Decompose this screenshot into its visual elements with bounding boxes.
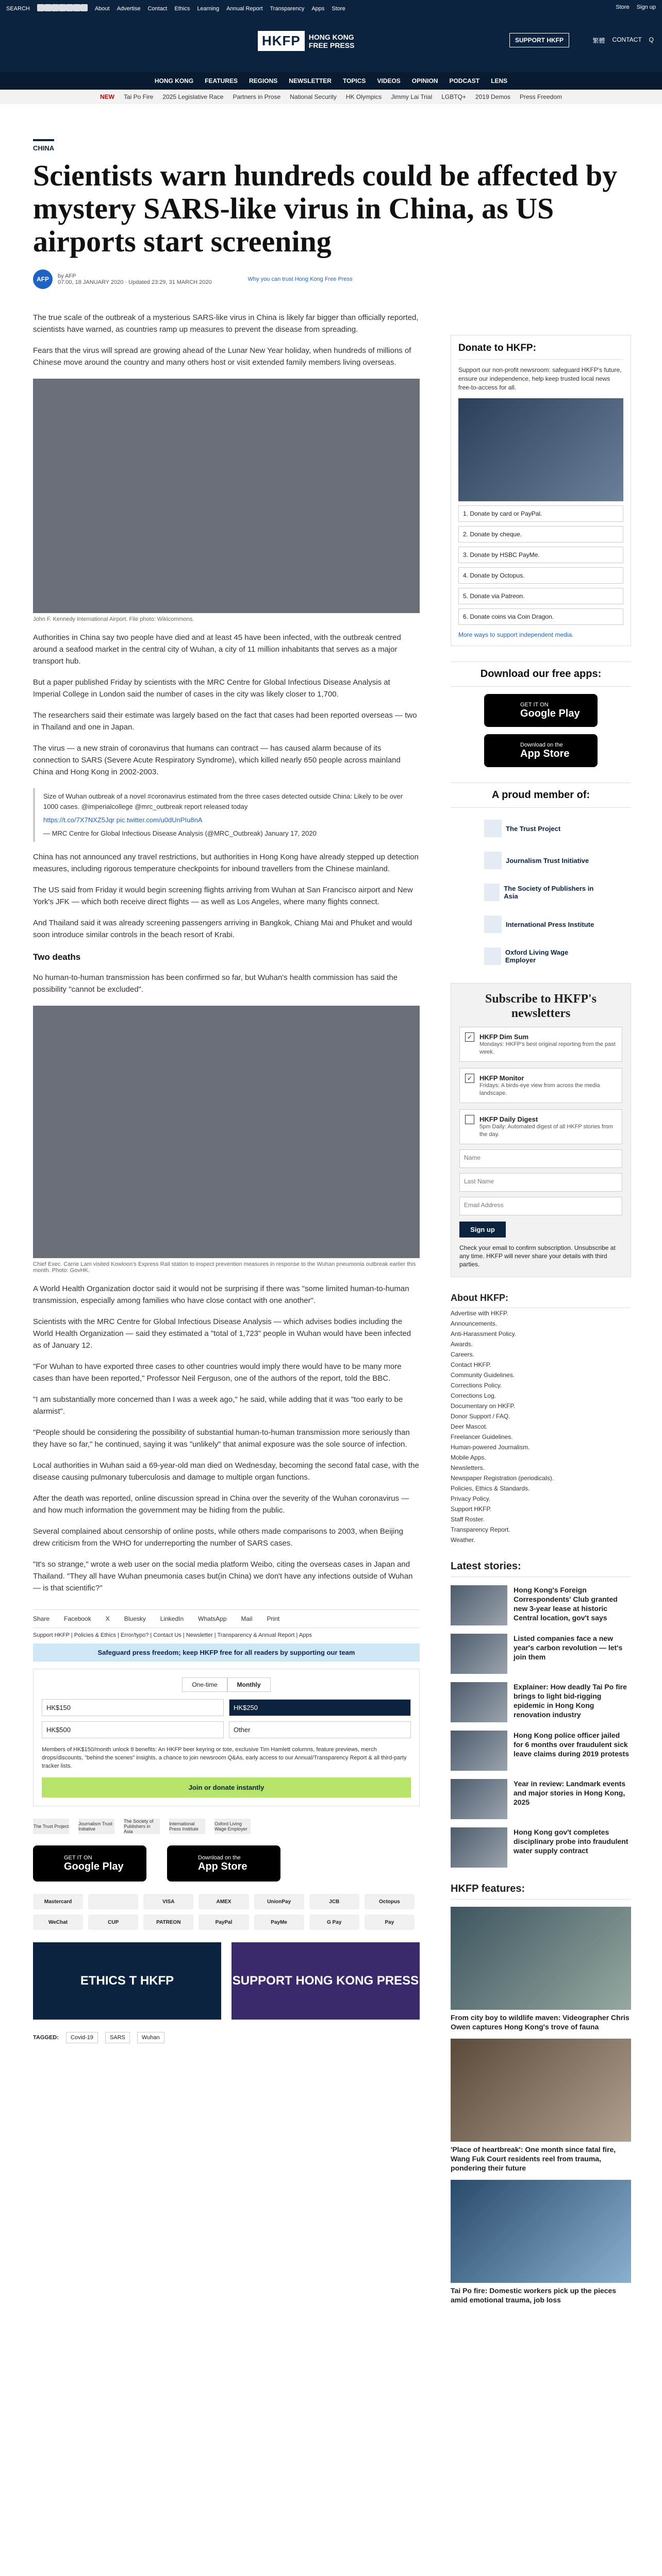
- share-bluesky[interactable]: Bluesky: [124, 1615, 146, 1622]
- top-link[interactable]: Store: [332, 5, 345, 12]
- donate-methods: [458, 505, 623, 625]
- amount-option-selected[interactable]: HK$250: [229, 1699, 411, 1716]
- signup-button[interactable]: Sign up: [459, 1222, 506, 1238]
- about-link[interactable]: Support HKFP.: [451, 1505, 492, 1513]
- about-link[interactable]: Careers.: [451, 1351, 475, 1358]
- trending-item[interactable]: Jimmy Lai Trial: [391, 93, 433, 100]
- linkedin-icon[interactable]: [66, 4, 73, 11]
- amount-option[interactable]: HK$500: [42, 1721, 224, 1738]
- tweet-link[interactable]: https://t.co/7X7NXZ5Jqr pic.twitter.com/u0dUnPIu8nA: [43, 816, 203, 824]
- figure-caption: John F. Kennedy International Airport. File photo: Wikicommons.: [33, 616, 194, 622]
- about-link[interactable]: Donor Support / FAQ.: [451, 1413, 510, 1420]
- tweet-source[interactable]: — MRC Centre for Global Infectious Disease Analysis (@MRC_Outbreak) January 17, 2020: [43, 829, 317, 837]
- more-ways-link[interactable]: More ways to support independent media.: [458, 631, 574, 638]
- about-link[interactable]: Freelancer Guidelines.: [451, 1433, 513, 1440]
- last-name-field[interactable]: Last Name: [459, 1173, 622, 1192]
- figure-caption: Chief Exec. Carrie Lam visited Kowloon's Express Rail station to inspect prevention measures in response to the Wuhan pneumonia outbreak earlier this month. Photo: GovHK.: [33, 1261, 416, 1274]
- newsletter-option[interactable]: ✓ HKFP Dim Sum Mondays: HKFP's best original reporting from the past week.: [459, 1027, 622, 1062]
- trending-item[interactable]: 2025 Legislative Race: [162, 93, 224, 100]
- story-thumbnail[interactable]: [451, 1731, 507, 1771]
- trending-item[interactable]: Partners in Prose: [233, 93, 281, 100]
- about-link[interactable]: Newsletters.: [451, 1464, 485, 1471]
- contact-link[interactable]: CONTACT: [612, 36, 642, 43]
- app-badges: [33, 1845, 420, 1882]
- top-link[interactable]: Annual Report: [226, 5, 263, 12]
- paragraph: After the death was reported, online discussion spread in China over the severity of the Wuhan coronavirus — and how much information the government may be hiding from the public.: [33, 1494, 409, 1515]
- top-links: [6, 4, 345, 13]
- story-item[interactable]: Year in review: Landmark events and major stories in Hong Kong, 2025: [451, 1779, 631, 1819]
- newsletter-title: Subscribe to HKFP's newsletters: [485, 992, 597, 1020]
- rss-icon[interactable]: [80, 4, 88, 11]
- figure-airport: [33, 379, 420, 622]
- apps-section: [451, 662, 631, 767]
- living-wage-icon: [484, 947, 501, 965]
- trending-item[interactable]: Press Freedom: [519, 93, 562, 100]
- instagram-icon[interactable]: [52, 4, 59, 11]
- feature-image[interactable]: [451, 2039, 631, 2142]
- nav-item[interactable]: TOPICS: [342, 77, 366, 84]
- share-whatsapp[interactable]: WhatsApp: [198, 1615, 227, 1622]
- latest-stories: [451, 1561, 631, 1868]
- about-link[interactable]: Weather.: [451, 1536, 475, 1544]
- paragraph: And Thailand said it was already screening passengers arriving in Bangkok, Chiang Mai and Phuket and would soon introduce similar controls in the beach resort of Krabi.: [33, 919, 412, 939]
- share-linkedin[interactable]: LinkedIn: [160, 1615, 184, 1622]
- nav-item[interactable]: PODCAST: [449, 77, 480, 84]
- paragraph: "People should be considering the possibility of substantial human-to-human transmission more seriously than they have so far," he continued, saying it was "unlikely" that animal exposure was the sole source of infection.: [33, 1428, 410, 1449]
- social-icons: [37, 4, 88, 13]
- top-right-links: [616, 4, 656, 10]
- membership-note: Members of HK$150/month unlock 8 benefits: An HKFP beer keyring or tote, exclusive Tim Hamlett columns, feature previews, merch drops/discounts, "behind the scenes" insights, a chance to join newsroom Q&As, early access to our Annual/Transparency Report & all third-party tracker lists.: [42, 1747, 407, 1769]
- about-link[interactable]: Community Guidelines.: [451, 1371, 515, 1379]
- paragraph: No human-to-human transmission has been confirmed so far, but Wuhan's health commission has said the possibility "cannot be excluded".: [33, 973, 398, 994]
- byline: [33, 269, 420, 289]
- top-link[interactable]: Apps: [311, 5, 325, 12]
- support-promo[interactable]: SUPPORT HONG KONG PRESS: [231, 1942, 420, 2020]
- about-link[interactable]: Human-powered Journalism.: [451, 1444, 530, 1451]
- sidebar: [451, 335, 631, 2304]
- figure-carrie-lam: [33, 1006, 420, 1274]
- paragraph: "It's so strange," wrote a web user on the social media platform Weibo, citing the overseas cases in Japan and Thailand. "They all have Wuhan pneumonia cases but(in China) we don't have any infections outside of Wuhan — is that scientific?": [33, 1560, 413, 1592]
- donate-method[interactable]: 5. Donate via Patreon.: [458, 588, 623, 604]
- paragraph: China has not announced any travel restrictions, but authorities in Hong Kong have already stepped up detection measures, including rigorous temperature checkpoints for inbound travellers from the Chinese mainland.: [33, 853, 419, 873]
- paragraph: But a paper published Friday by scientists with the MRC Centre for Global Infectious Disease Analysis at Imperial College in London said the number of cases in the city was likely closer to 1,700.: [33, 678, 390, 699]
- support-hkfp-button[interactable]: SUPPORT HKFP: [509, 33, 569, 47]
- paragraph: Fears that the virus will spread are growing ahead of the Lunar New Year holiday, when hundreds of millions of Chinese move around the country and many others host or visit extended family members living overseas.: [33, 346, 411, 367]
- share-x[interactable]: X: [105, 1615, 110, 1622]
- paragraph: "For Wuhan to have exported three cases to other countries would imply there would have to be many more cases than have been reported," Professor Neil Ferguson, one of the authors of the report, told the BBC.: [33, 1362, 402, 1383]
- ethics-promo[interactable]: ETHICS T HKFP: [33, 1942, 221, 2020]
- about-section: [451, 1293, 631, 1545]
- about-link[interactable]: Transparency Report.: [451, 1526, 510, 1533]
- google-play-badge[interactable]: GET IT ON Google Play: [484, 694, 598, 727]
- trending-item[interactable]: National Security: [290, 93, 337, 100]
- about-link[interactable]: Staff Roster.: [451, 1516, 485, 1523]
- paypal-icon: PayPal: [198, 1914, 249, 1930]
- jti-badge[interactable]: Journalism Trust Initiative: [484, 849, 598, 872]
- paragraph: Authorities in China say two people have died and at least 45 have been infected, with the outbreak centred around a seafood market in the central city of Wuhan, a city of 11 million inhabitants that serves as a major transport hub.: [33, 633, 401, 666]
- top-link[interactable]: Learning: [197, 5, 220, 12]
- amount-option[interactable]: HK$150: [42, 1699, 224, 1716]
- top-link[interactable]: Ethics: [174, 5, 190, 12]
- payment-logos: [33, 1894, 415, 1930]
- about-link[interactable]: Corrections Policy.: [451, 1382, 502, 1389]
- site-logo[interactable]: [258, 31, 354, 51]
- paragraph: The true scale of the outbreak of a mysterious SARS-like virus in China is likely far bigger than officially reported, scientists have warned, as countries ramp up measures to prevent the disease from spreading.: [33, 313, 419, 334]
- wechat-icon: WeChat: [33, 1914, 83, 1930]
- support-links[interactable]: Support HKFP | Policies & Ethics | Error/typo? | Contact Us | Newsletter | Transparency & Annual Report | Apps: [33, 1632, 312, 1638]
- nav-item[interactable]: NEWSLETTER: [289, 77, 332, 84]
- gpay-icon: G Pay: [309, 1914, 359, 1930]
- share-print[interactable]: Print: [267, 1615, 280, 1622]
- nav-item[interactable]: OPINION: [411, 77, 438, 84]
- jcb-icon: JCB: [309, 1894, 359, 1909]
- search-icon[interactable]: Q: [649, 36, 654, 43]
- feature-item[interactable]: From city boy to wildlife maven: Videographer Chris Owen captures Hong Kong's trove of fauna: [451, 1907, 631, 2031]
- about-link[interactable]: Advertise with HKFP.: [451, 1310, 508, 1317]
- feature-item[interactable]: Tai Po fire: Domestic workers pick up the pieces amid emotional trauma, job loss: [451, 2180, 631, 2304]
- paragraph: Several complained about censorship of online posts, while others made comparisons to 2003, when Beijing drew criticism from the WHO for underreporting the number of SARS cases.: [33, 1527, 403, 1548]
- paragraph: "I am substantially more concerned than I was a week ago," he said, while adding that it was "too early to be alarmist".: [33, 1395, 403, 1416]
- paragraph: A World Health Organization doctor said it would not be surprising if there was "some limited human-to-human transmission, especially among families who have close contact with one another".: [33, 1284, 409, 1305]
- feature-image[interactable]: [451, 2180, 631, 2283]
- paragraph: Local authorities in Wuhan said a 69-year-old man died on Wednesday, becoming the second fatal case, with the disease causing pulmonary tuberculosis and damage to multiple organ functions.: [33, 1461, 419, 1482]
- airport-photo: [33, 379, 420, 613]
- story-item[interactable]: Explainer: How deadly Tai Po fire brings to light bid-rigging epidemic in Hong Kong renovation industry: [451, 1682, 631, 1722]
- search-link[interactable]: SEARCH: [6, 5, 30, 12]
- tab-monthly[interactable]: Monthly: [227, 1677, 271, 1692]
- story-thumbnail[interactable]: [451, 1585, 507, 1625]
- why-trust-link[interactable]: Why you can trust Hong Kong Free Press: [247, 276, 353, 282]
- ipi-icon: [484, 916, 502, 933]
- member-logos-row: [33, 1819, 420, 1834]
- donate-method[interactable]: 3. Donate by HSBC PayMe.: [458, 547, 623, 563]
- donate-amounts: [42, 1699, 411, 1738]
- tab-one-time[interactable]: One-time: [182, 1677, 227, 1692]
- paragraph: The virus — a new strain of coronavirus that humans can contract — has caused alarm because of its connection to SARS (Severe Acute Respiratory Syndrome), which killed nearly 650 people across mainland China and Hong Kong in 2002-2003.: [33, 744, 401, 776]
- story-item[interactable]: Hong Kong's Foreign Correspondents' Club granted new 3-year lease at historic Central location, gov't says: [451, 1585, 631, 1625]
- newsletter-footnote: Check your email to confirm subscription. Unsubscribe at any time. HKFP will never share your details with third parties.: [459, 1244, 616, 1268]
- about-link[interactable]: Contact HKFP.: [451, 1361, 491, 1368]
- embedded-tweet: [33, 788, 420, 842]
- trending-item[interactable]: HK Olympics: [345, 93, 382, 100]
- paragraph: The researchers said their estimate was largely based on the fact that cases had been reported overseas — two in Thailand and one in Japan.: [33, 711, 417, 732]
- google-play-badge[interactable]: GET IT ON Google Play: [33, 1845, 146, 1882]
- story-thumbnail[interactable]: [451, 1682, 507, 1722]
- donate-title: Donate to HKFP:: [458, 343, 623, 360]
- story-item[interactable]: Hong Kong gov't completes disciplinary probe into fraudulent water supply contract: [451, 1827, 631, 1868]
- newsletter-option[interactable]: ✓ HKFP Monitor Fridays: A birds-eye view from across the media landscape.: [459, 1068, 622, 1103]
- trust-project-icon: [484, 820, 502, 837]
- member-title: A proud member of:: [451, 783, 631, 808]
- trust-project-logo[interactable]: The Trust Project: [33, 1819, 69, 1834]
- facebook-icon[interactable]: [37, 4, 44, 11]
- tags-label: TAGGED:: [33, 2035, 59, 2041]
- feature-item[interactable]: 'Place of heartbreak': One month since fatal fire, Wang Fuk Court residents reel from trauma, pondering their future: [451, 2039, 631, 2173]
- x-icon[interactable]: [44, 4, 52, 11]
- promo-banners: [33, 1942, 420, 2020]
- header-utilities: [593, 36, 654, 45]
- donate-method[interactable]: 6. Donate coins via Coin Dragon.: [458, 608, 623, 625]
- sopa-badge[interactable]: The Society of Publishers in Asia: [484, 881, 598, 904]
- logo-mark: HKFP: [258, 31, 305, 51]
- article-dates: 07:00, 18 JANUARY 2020 · Updated 23:29, 31 MARCH 2020: [58, 279, 212, 285]
- story-item[interactable]: Listed companies face a new year's carbon revolution — let's join them: [451, 1634, 631, 1674]
- story-thumbnail[interactable]: [451, 1634, 507, 1674]
- about-title: About HKFP:: [451, 1293, 631, 1308]
- latest-title: Latest stories:: [451, 1561, 631, 1577]
- cup-icon: CUP: [88, 1914, 138, 1930]
- share-label: Share: [33, 1615, 50, 1622]
- donate-sidebar-box: [451, 335, 631, 646]
- app-store-badge[interactable]: Download on the App Store: [167, 1845, 280, 1882]
- jti-icon: [484, 852, 502, 869]
- paragraph: The US said from Friday it would begin screening flights arriving from Wuhan at San Francisco airport and New York's JFK — which both receive direct flights — as well as Los Angeles, where many flights connect.: [33, 886, 413, 906]
- nav-item[interactable]: HONG KONG: [154, 77, 194, 84]
- article-tags: [33, 2032, 420, 2043]
- about-link[interactable]: Newspaper Registration (periodicals).: [451, 1475, 554, 1482]
- story-thumbnail[interactable]: [451, 1827, 507, 1868]
- patreon-icon: PATREON: [143, 1914, 193, 1930]
- article-body: [33, 312, 420, 1594]
- first-name-field[interactable]: Name: [459, 1149, 622, 1168]
- about-link[interactable]: Documentary on HKFP.: [451, 1402, 516, 1410]
- jti-logo[interactable]: Journalism Trust Initiative: [78, 1819, 114, 1834]
- story-thumbnail[interactable]: [451, 1779, 507, 1819]
- checkbox[interactable]: [465, 1115, 474, 1124]
- tag[interactable]: Wuhan: [137, 2032, 164, 2043]
- share-mail[interactable]: Mail: [241, 1615, 253, 1622]
- email-field[interactable]: Email Address: [459, 1197, 622, 1215]
- trending-item[interactable]: 2019 Demos: [475, 93, 510, 100]
- main-nav: [0, 72, 662, 90]
- nav-item[interactable]: LENS: [491, 77, 508, 84]
- about-link[interactable]: Corrections Log.: [451, 1392, 496, 1399]
- apps-title: Download our free apps:: [451, 662, 631, 687]
- hkfp-features: [451, 1883, 631, 2304]
- donate-method[interactable]: 1. Donate by card or PayPal.: [458, 505, 623, 522]
- tweet-text: Size of Wuhan outbreak of a novel #coronavirus estimated from the three cases detected outside China: Likely to be over 1000 cases. @imperialcollege @mrc_outbreak report released today: [43, 792, 403, 810]
- station-photo: [33, 1006, 420, 1258]
- article-title: Scientists warn hundreds could be affected by mystery SARS-like virus in China, as US airports start screening: [33, 159, 618, 258]
- top-link[interactable]: Contact: [147, 5, 168, 12]
- donate-image: [458, 398, 623, 501]
- payment-icon: [88, 1894, 138, 1909]
- trending-nav: [0, 90, 662, 104]
- mastercard-icon: Mastercard: [33, 1894, 83, 1909]
- checkbox-checked[interactable]: ✓: [465, 1032, 474, 1042]
- new-label: NEW: [100, 93, 114, 100]
- share-facebook[interactable]: Facebook: [64, 1615, 91, 1622]
- press-freedom-banner[interactable]: Safeguard press freedom; keep HKFP free for all readers by supporting our team: [33, 1643, 420, 1662]
- donate-tabs: [42, 1677, 411, 1692]
- amex-icon: AMEX: [198, 1894, 249, 1909]
- amount-other[interactable]: Other: [229, 1721, 411, 1738]
- applepay-icon: Pay: [365, 1914, 415, 1930]
- donate-method[interactable]: 2. Donate by cheque.: [458, 526, 623, 543]
- section-heading: Two deaths: [33, 952, 81, 962]
- top-bar: [0, 0, 662, 72]
- author-name[interactable]: by AFP: [58, 273, 76, 279]
- paragraph: Scientists with the MRC Centre for Global Infectious Disease Analysis — which advises bodies including the World Health Organization — said they estimated a "total of 1,723" people in Wuhan would have been infected as of January 12.: [33, 1317, 411, 1350]
- about-link[interactable]: Deer Mascot.: [451, 1423, 488, 1430]
- youtube-icon[interactable]: [59, 4, 66, 11]
- ipi-logo[interactable]: International Press Institute: [169, 1819, 205, 1834]
- tag[interactable]: SARS: [105, 2032, 130, 2043]
- donate-method[interactable]: 4. Donate by Octopus.: [458, 567, 623, 584]
- store-link[interactable]: Store: [616, 4, 630, 10]
- payme-icon: PayMe: [254, 1914, 304, 1930]
- checkbox-checked[interactable]: ✓: [465, 1074, 474, 1083]
- story-item[interactable]: Hong Kong police officer jailed for 6 months over fraudulent sick leave claims during 2019 protests: [451, 1731, 631, 1771]
- visa-icon: VISA: [143, 1894, 193, 1909]
- about-link[interactable]: Anti-Harassment Policy.: [451, 1330, 517, 1337]
- about-link[interactable]: Announcements.: [451, 1320, 498, 1327]
- nav-item[interactable]: FEATURES: [205, 77, 238, 84]
- top-link[interactable]: About: [94, 5, 110, 12]
- about-link[interactable]: Mobile Apps.: [451, 1454, 486, 1461]
- top-link[interactable]: Advertise: [117, 5, 141, 12]
- about-list: [451, 1308, 631, 1545]
- donate-widget: [33, 1669, 420, 1806]
- newsletter-option[interactable]: HKFP Daily Digest 5pm Daily: Automated digest of all HKFP stories from the day.: [459, 1109, 622, 1144]
- nav-item[interactable]: REGIONS: [249, 77, 278, 84]
- feature-image[interactable]: [451, 1907, 631, 2010]
- language-link[interactable]: 繁體: [592, 37, 605, 44]
- share-bar: [33, 1609, 420, 1628]
- join-donate-button[interactable]: Join or donate instantly: [42, 1777, 411, 1798]
- app-store-badge[interactable]: Download on the App Store: [484, 734, 598, 767]
- features-title: HKFP features:: [451, 1883, 631, 1900]
- author-avatar: AFP: [33, 269, 53, 289]
- about-link[interactable]: Policies, Ethics & Standards.: [451, 1485, 530, 1492]
- sopa-icon: [484, 884, 500, 901]
- signup-link[interactable]: Sign up: [636, 4, 656, 10]
- about-link[interactable]: Awards.: [451, 1341, 473, 1348]
- newsletter-box: [451, 983, 631, 1277]
- tag[interactable]: Covid-19: [66, 2032, 98, 2043]
- unionpay-icon: UnionPay: [254, 1894, 304, 1909]
- about-link[interactable]: Privacy Policy.: [451, 1495, 491, 1502]
- living-wage-badge[interactable]: Oxford Living Wage Employer: [484, 945, 598, 968]
- ipi-badge[interactable]: International Press Institute: [484, 913, 598, 936]
- octopus-icon: Octopus: [365, 1894, 415, 1909]
- trending-item[interactable]: LGBTQ+: [441, 93, 466, 100]
- logo-text: HONG KONG FREE PRESS: [308, 32, 355, 49]
- donate-text: Support our non-profit newsroom: safeguard HKFP's future, ensure our independence, help keep trusted local news free-to-access for all.: [458, 366, 622, 391]
- living-wage-logo[interactable]: Oxford Living Wage Employer: [214, 1819, 251, 1834]
- email-icon[interactable]: [73, 4, 80, 11]
- nav-item[interactable]: VIDEOS: [377, 77, 401, 84]
- member-section: [451, 783, 631, 968]
- trust-project-badge[interactable]: The Trust Project: [484, 817, 598, 840]
- sopa-logo[interactable]: The Society of Publishers in Asia: [124, 1819, 160, 1834]
- article-category[interactable]: CHINA: [33, 139, 54, 152]
- trending-item[interactable]: Tai Po Fire: [124, 93, 154, 100]
- top-link[interactable]: Transparency: [270, 5, 305, 12]
